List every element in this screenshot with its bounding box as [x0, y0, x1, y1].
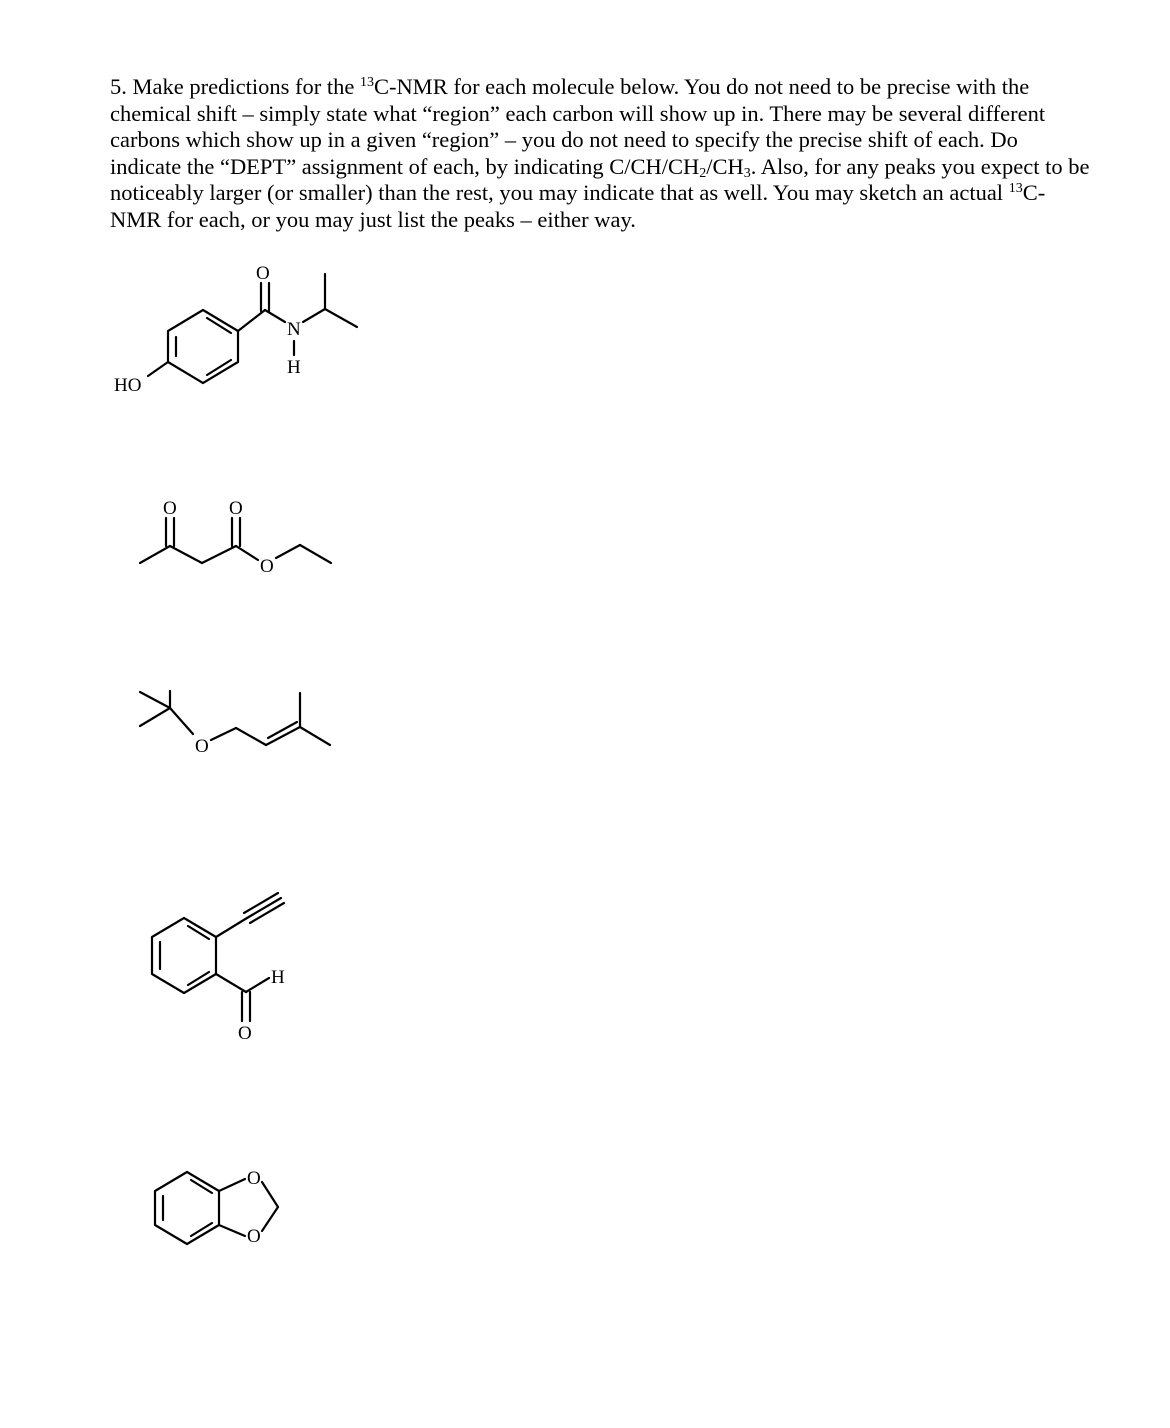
ho-label: HO — [114, 375, 142, 396]
superscript: 13 — [1008, 181, 1023, 196]
oxygen-label: O — [260, 556, 274, 577]
bond — [262, 1207, 278, 1231]
question-number: 5. — [110, 74, 127, 99]
bond — [219, 1225, 245, 1236]
question-text-part: . Also, for any peaks you expect to be noticeably larger (or smaller) than the rest, you may indicate that as well. You may sketch an actual — [110, 153, 1090, 205]
question-text-part: C-NMR for each molecule below. You do not need to be precise with the chemical shift – simply state what “region” each carbon will show up in. There may be several different carbons which show up in a given “region” – you do not need to specify the precise shift of each. Do indicate the “DEPT” assignment of each, by indicating C/CH/CH — [110, 74, 1046, 179]
question-text-part: C-NMR for each, or you may just list the peaks – either way. — [110, 180, 1046, 232]
double-bond — [191, 1223, 212, 1236]
hydrogen-label: H — [287, 357, 301, 378]
hydrogen-label: H — [271, 967, 285, 988]
bond — [262, 1182, 278, 1207]
superscript: 13 — [359, 75, 374, 90]
oxygen-label: O — [238, 1023, 252, 1044]
subscript: 2 — [699, 165, 707, 181]
question-text-part: /CH — [706, 153, 744, 179]
oxygen-label: O — [256, 263, 270, 284]
nitrogen-label: N — [287, 319, 301, 340]
oxygen-label: O — [247, 1226, 261, 1247]
oxygen-label: O — [163, 498, 177, 519]
bond — [219, 1179, 245, 1191]
double-bond — [191, 1180, 212, 1193]
question-text-part: Make predictions for the — [132, 74, 360, 99]
oxygen-label: O — [247, 1168, 261, 1189]
oxygen-label: O — [229, 498, 243, 519]
benzene-ring — [155, 1172, 219, 1244]
subscript: 3 — [743, 165, 751, 181]
oxygen-label: O — [195, 736, 209, 757]
